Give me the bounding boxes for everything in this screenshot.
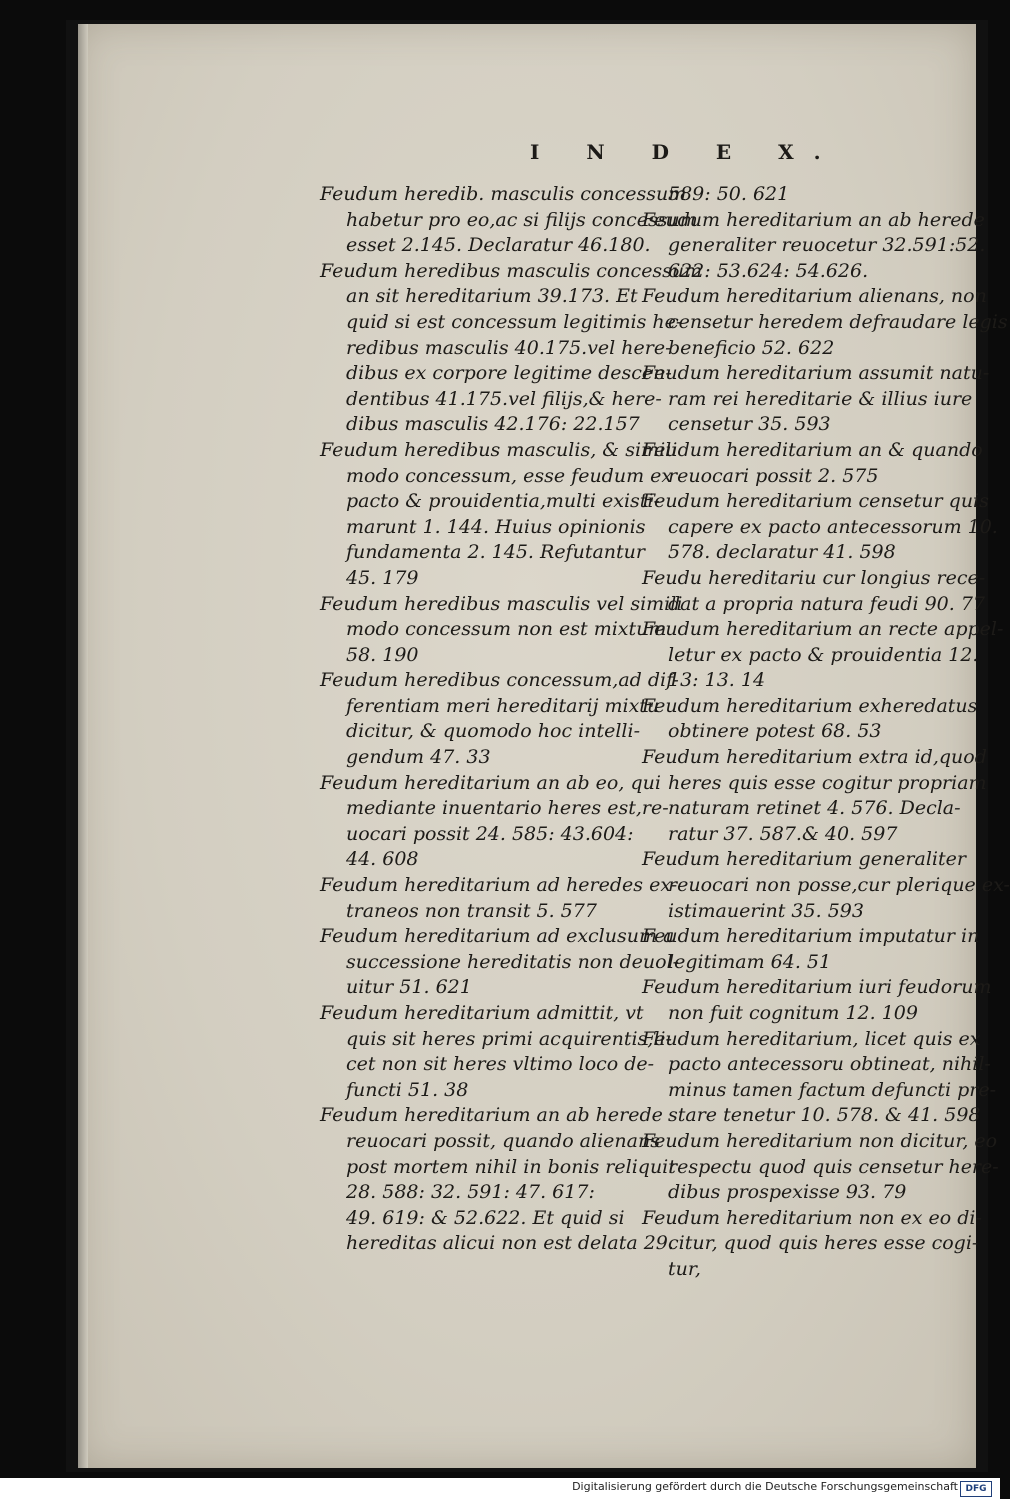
- entry-continuation-line: 44. 608: [346, 848, 419, 871]
- index-entry: [642, 284, 1008, 361]
- entry-headword-line: Feudum hereditarium an ab eo, qui: [320, 771, 661, 794]
- entry-continuation-line: 622: 53.624: 54.626.: [668, 259, 869, 282]
- running-header: I N D E X.: [530, 140, 841, 164]
- entry-continuation-line: quid si est concessum legitimis he-: [346, 310, 683, 333]
- page-gutter: [78, 24, 88, 1468]
- entry-headword-line: Feudum hereditarium extra id,quod: [642, 746, 987, 769]
- entry-continuation-line: ferentiam meri hereditarij mixtu: [346, 694, 660, 717]
- entry-continuation-line: modo concessum, esse feudum ex: [346, 464, 673, 487]
- index-column-right: [642, 182, 1010, 1283]
- entry-headword-line: Feudum hereditarium an recte appel-: [642, 618, 1004, 641]
- index-entry: [642, 975, 992, 1026]
- index-entry: [320, 259, 703, 438]
- entry-continuation-line: habetur pro eo,ac si filijs concessum: [346, 208, 698, 231]
- entry-continuation-line: generaliter reuocetur 32.591:52.: [668, 234, 986, 257]
- entry-continuation-line: esset 2.145. Declaratur 46.180.: [346, 234, 651, 257]
- entry-continuation-line: uocari possit 24. 585: 43.604:: [346, 822, 634, 845]
- entry-continuation-line: istimauerint 35. 593: [668, 899, 864, 922]
- entry-continuation-line: censetur 35. 593: [668, 413, 831, 436]
- entry-continuation-line: mediante inuentario heres est,re-: [346, 797, 669, 820]
- entry-continuation-line: stare tenetur 10. 578. & 41. 598: [668, 1104, 981, 1127]
- entry-headword-line: Feudum hereditarium ad exclusum a: [320, 925, 675, 948]
- entry-headword-line: Feudum hereditarium generaliter: [642, 848, 966, 871]
- entry-continuation-line: 45. 179: [346, 566, 419, 589]
- entry-continuation-line: fundamenta 2. 145. Refutantur: [346, 541, 645, 564]
- entry-continuation-line: 58. 190: [346, 643, 419, 666]
- entry-continuation-line: quis sit heres primi acquirentis,li-: [346, 1027, 672, 1050]
- index-entry: [320, 182, 698, 259]
- entry-headword-line: Feudum heredibus masculis, & simili: [320, 438, 678, 461]
- entry-continuation-line: pacto antecessoru obtineat, nihil-: [668, 1053, 991, 1076]
- entry-headword-line: Feudum hereditarium an ab herede: [320, 1104, 663, 1127]
- index-entry: [320, 668, 679, 770]
- entry-headword-line: Feudum hereditarium alienans, non: [642, 285, 987, 308]
- index-entry: [642, 566, 986, 617]
- entry-headword-line: Feudum hereditarium admittit, vt: [320, 1002, 644, 1024]
- index-entry: [320, 1001, 672, 1103]
- index-column-left: [320, 182, 703, 1257]
- entry-continuation-line: dibus prospexisse 93. 79: [668, 1181, 907, 1204]
- digitization-footer: [0, 1478, 1000, 1499]
- index-entry: [642, 617, 1004, 694]
- index-entry: [642, 1206, 982, 1283]
- entry-headword-line: Feudum hereditarium iuri feudorum: [642, 976, 992, 999]
- entry-continuation-line: 49. 619: & 52.622. Et quid si: [346, 1206, 625, 1229]
- entry-headword-line: Feudum hereditarium non dicitur, eo: [642, 1129, 998, 1152]
- entry-headword-line: Feudum hereditarium non ex eo di-: [642, 1206, 982, 1229]
- entry-continuation-line: dicitur, & quomodo hoc intelli-: [346, 720, 640, 743]
- index-entry: [642, 847, 1010, 924]
- footer-credit: Digitalisierung gefördert durch die Deutsche Forschungsgemeinschaft: [572, 1480, 958, 1493]
- entry-continuation-line: cet non sit heres vltimo loco de-: [346, 1053, 655, 1076]
- entry-headword-line: Feudum hereditarium ad heredes ex-: [320, 874, 678, 897]
- entry-continuation-line: obtinere potest 68. 53: [668, 720, 882, 743]
- entry-headword-line: Feudum hereditarium imputatur in: [642, 925, 980, 948]
- entry-continuation-line: dat a propria natura feudi 90. 77: [668, 592, 986, 615]
- entry-continuation-line: naturam retinet 4. 576. Decla-: [668, 797, 961, 820]
- index-entry: [642, 182, 954, 208]
- entry-continuation-line: pacto & prouidentia,multi existi-: [346, 490, 660, 513]
- entry-continuation-line: respectu quod quis censetur here-: [668, 1155, 999, 1178]
- entry-continuation-line: capere ex pacto antecessorum 10.: [668, 515, 998, 538]
- index-entry: [642, 208, 986, 285]
- entry-continuation-line: uitur 51. 621: [346, 976, 472, 999]
- entry-continuation-line: minus tamen factum defuncti pre-: [668, 1078, 997, 1101]
- entry-continuation-line: letur ex pacto & prouidentia 12.: [668, 643, 979, 666]
- entry-headword-line: Feudum heredibus masculis concessum: [320, 259, 703, 282]
- entry-continuation-line: functi 51. 38: [346, 1078, 469, 1101]
- index-entry: [642, 1027, 997, 1129]
- index-entry: [320, 438, 678, 592]
- entry-headword-line: Feudum heredibus concessum,ad dif-: [320, 669, 679, 692]
- entry-continuation-line: beneficio 52. 622: [668, 336, 835, 359]
- entry-continuation-line: citur, quod quis heres esse cogi-: [668, 1232, 979, 1255]
- entry-continuation-line: gendum 47. 33: [346, 746, 491, 769]
- entry-continuation-line: 28. 588: 32. 591: 47. 617:: [346, 1181, 595, 1204]
- entry-continuation-line: ram rei hereditarie & illius iure: [668, 387, 973, 410]
- entry-continuation-line: 13: 13. 14: [668, 669, 766, 692]
- entry-continuation-line: dibus ex corpore legitime descen-: [346, 362, 672, 385]
- entry-continuation-line: censetur heredem defraudare legis: [668, 310, 1008, 333]
- entry-headword-line: Feudum hereditarium exheredatus: [642, 694, 978, 717]
- index-entry: [642, 694, 978, 745]
- entry-continuation-line: ratur 37. 587.& 40. 597: [668, 822, 898, 845]
- entry-continuation-line: non fuit cognitum 12. 109: [668, 1002, 918, 1024]
- index-entry: [320, 873, 678, 924]
- entry-continuation-line: 578. declaratur 41. 598: [668, 541, 896, 564]
- index-entry: [642, 489, 998, 566]
- index-entry: [320, 924, 680, 1001]
- entry-continuation-line: an sit hereditarium 39.173. Et: [346, 285, 638, 308]
- entry-continuation-line: hereditas alicui non est delata 29.: [346, 1232, 674, 1255]
- index-entry: [320, 1103, 676, 1257]
- entry-continuation-line: post mortem nihil in bonis reliquit: [346, 1155, 676, 1178]
- entry-continuation-line: modo concessum non est mixtum: [346, 618, 667, 641]
- entry-headword-line: Feudum hereditarium assumit natu-: [642, 362, 990, 385]
- index-entry: [642, 745, 987, 847]
- entry-continuation-line: reuocari possit, quando alienans: [346, 1129, 660, 1152]
- entry-continuation-line: marunt 1. 144. Huius opinionis: [346, 515, 646, 538]
- entry-continuation-line: tur,: [668, 1257, 701, 1280]
- entry-headword-line: Feudum hereditarium an & quando: [642, 438, 983, 461]
- index-entry: [642, 924, 980, 975]
- entry-continuation-line: dentibus 41.175.vel filijs,& here-: [346, 387, 662, 410]
- index-entry: [320, 771, 669, 873]
- entry-continuation-line: heres quis esse cogitur propriam: [668, 771, 987, 794]
- entry-headword-line: Feudum heredibus masculis vel simili: [320, 592, 683, 615]
- entry-continuation-line: successione hereditatis non deuol-: [346, 950, 680, 973]
- dfg-logo: DFG: [960, 1481, 992, 1497]
- entry-headword-line: Feudum hereditarium an ab herede: [642, 208, 985, 231]
- entry-headword-line: Feudum hereditarium, licet quis ex: [642, 1027, 981, 1050]
- entry-continuation-line: reuocari possit 2. 575: [668, 464, 879, 487]
- entry-continuation-line: 589: 50. 621: [668, 183, 790, 205]
- index-entry: [642, 438, 983, 489]
- entry-continuation-line: redibus masculis 40.175.vel here-: [346, 336, 672, 359]
- entry-headword-line: Feudu hereditariu cur longius rece-: [642, 566, 986, 589]
- index-entry: [642, 1129, 999, 1206]
- entry-continuation-line: reuocari non posse,cur plerique ex-: [668, 874, 1010, 897]
- index-entry: [642, 361, 990, 438]
- entry-headword-line: Feudum hereditarium censetur quis: [642, 490, 989, 513]
- index-entry: [320, 592, 683, 669]
- entry-continuation-line: traneos non transit 5. 577: [346, 899, 597, 922]
- entry-continuation-line: dibus masculis 42.176: 22.157: [346, 413, 640, 436]
- entry-continuation-line: legitimam 64. 51: [668, 950, 832, 973]
- entry-headword-line: Feudum heredib. masculis concessum: [320, 183, 687, 205]
